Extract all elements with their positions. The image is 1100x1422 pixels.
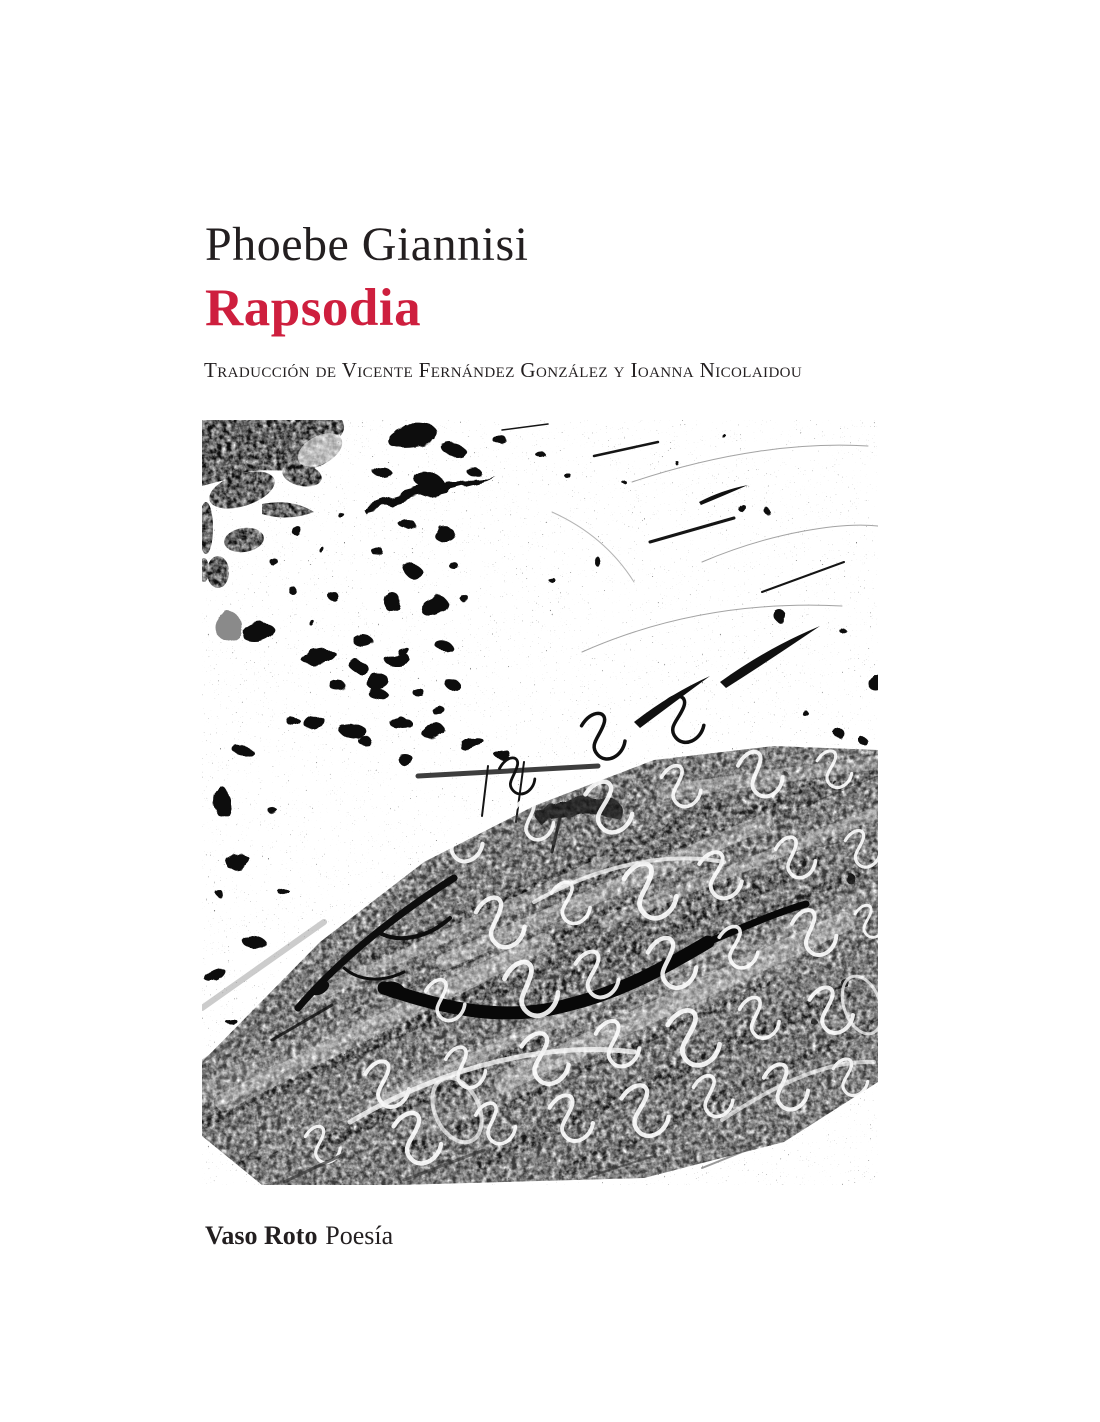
collection-name: Poesía — [325, 1221, 394, 1250]
cover-artwork — [202, 420, 878, 1185]
translation-credit: Traducción de Vicente Fernández González y Ioanna Nicolaidou — [204, 358, 803, 382]
ink-painting-illustration — [202, 420, 878, 1185]
author-name: Phoebe Giannisi — [205, 218, 529, 271]
book-title: Rapsodia — [205, 279, 422, 337]
publisher-imprint — [205, 1222, 393, 1251]
publisher-name: Vaso Roto — [205, 1221, 318, 1250]
